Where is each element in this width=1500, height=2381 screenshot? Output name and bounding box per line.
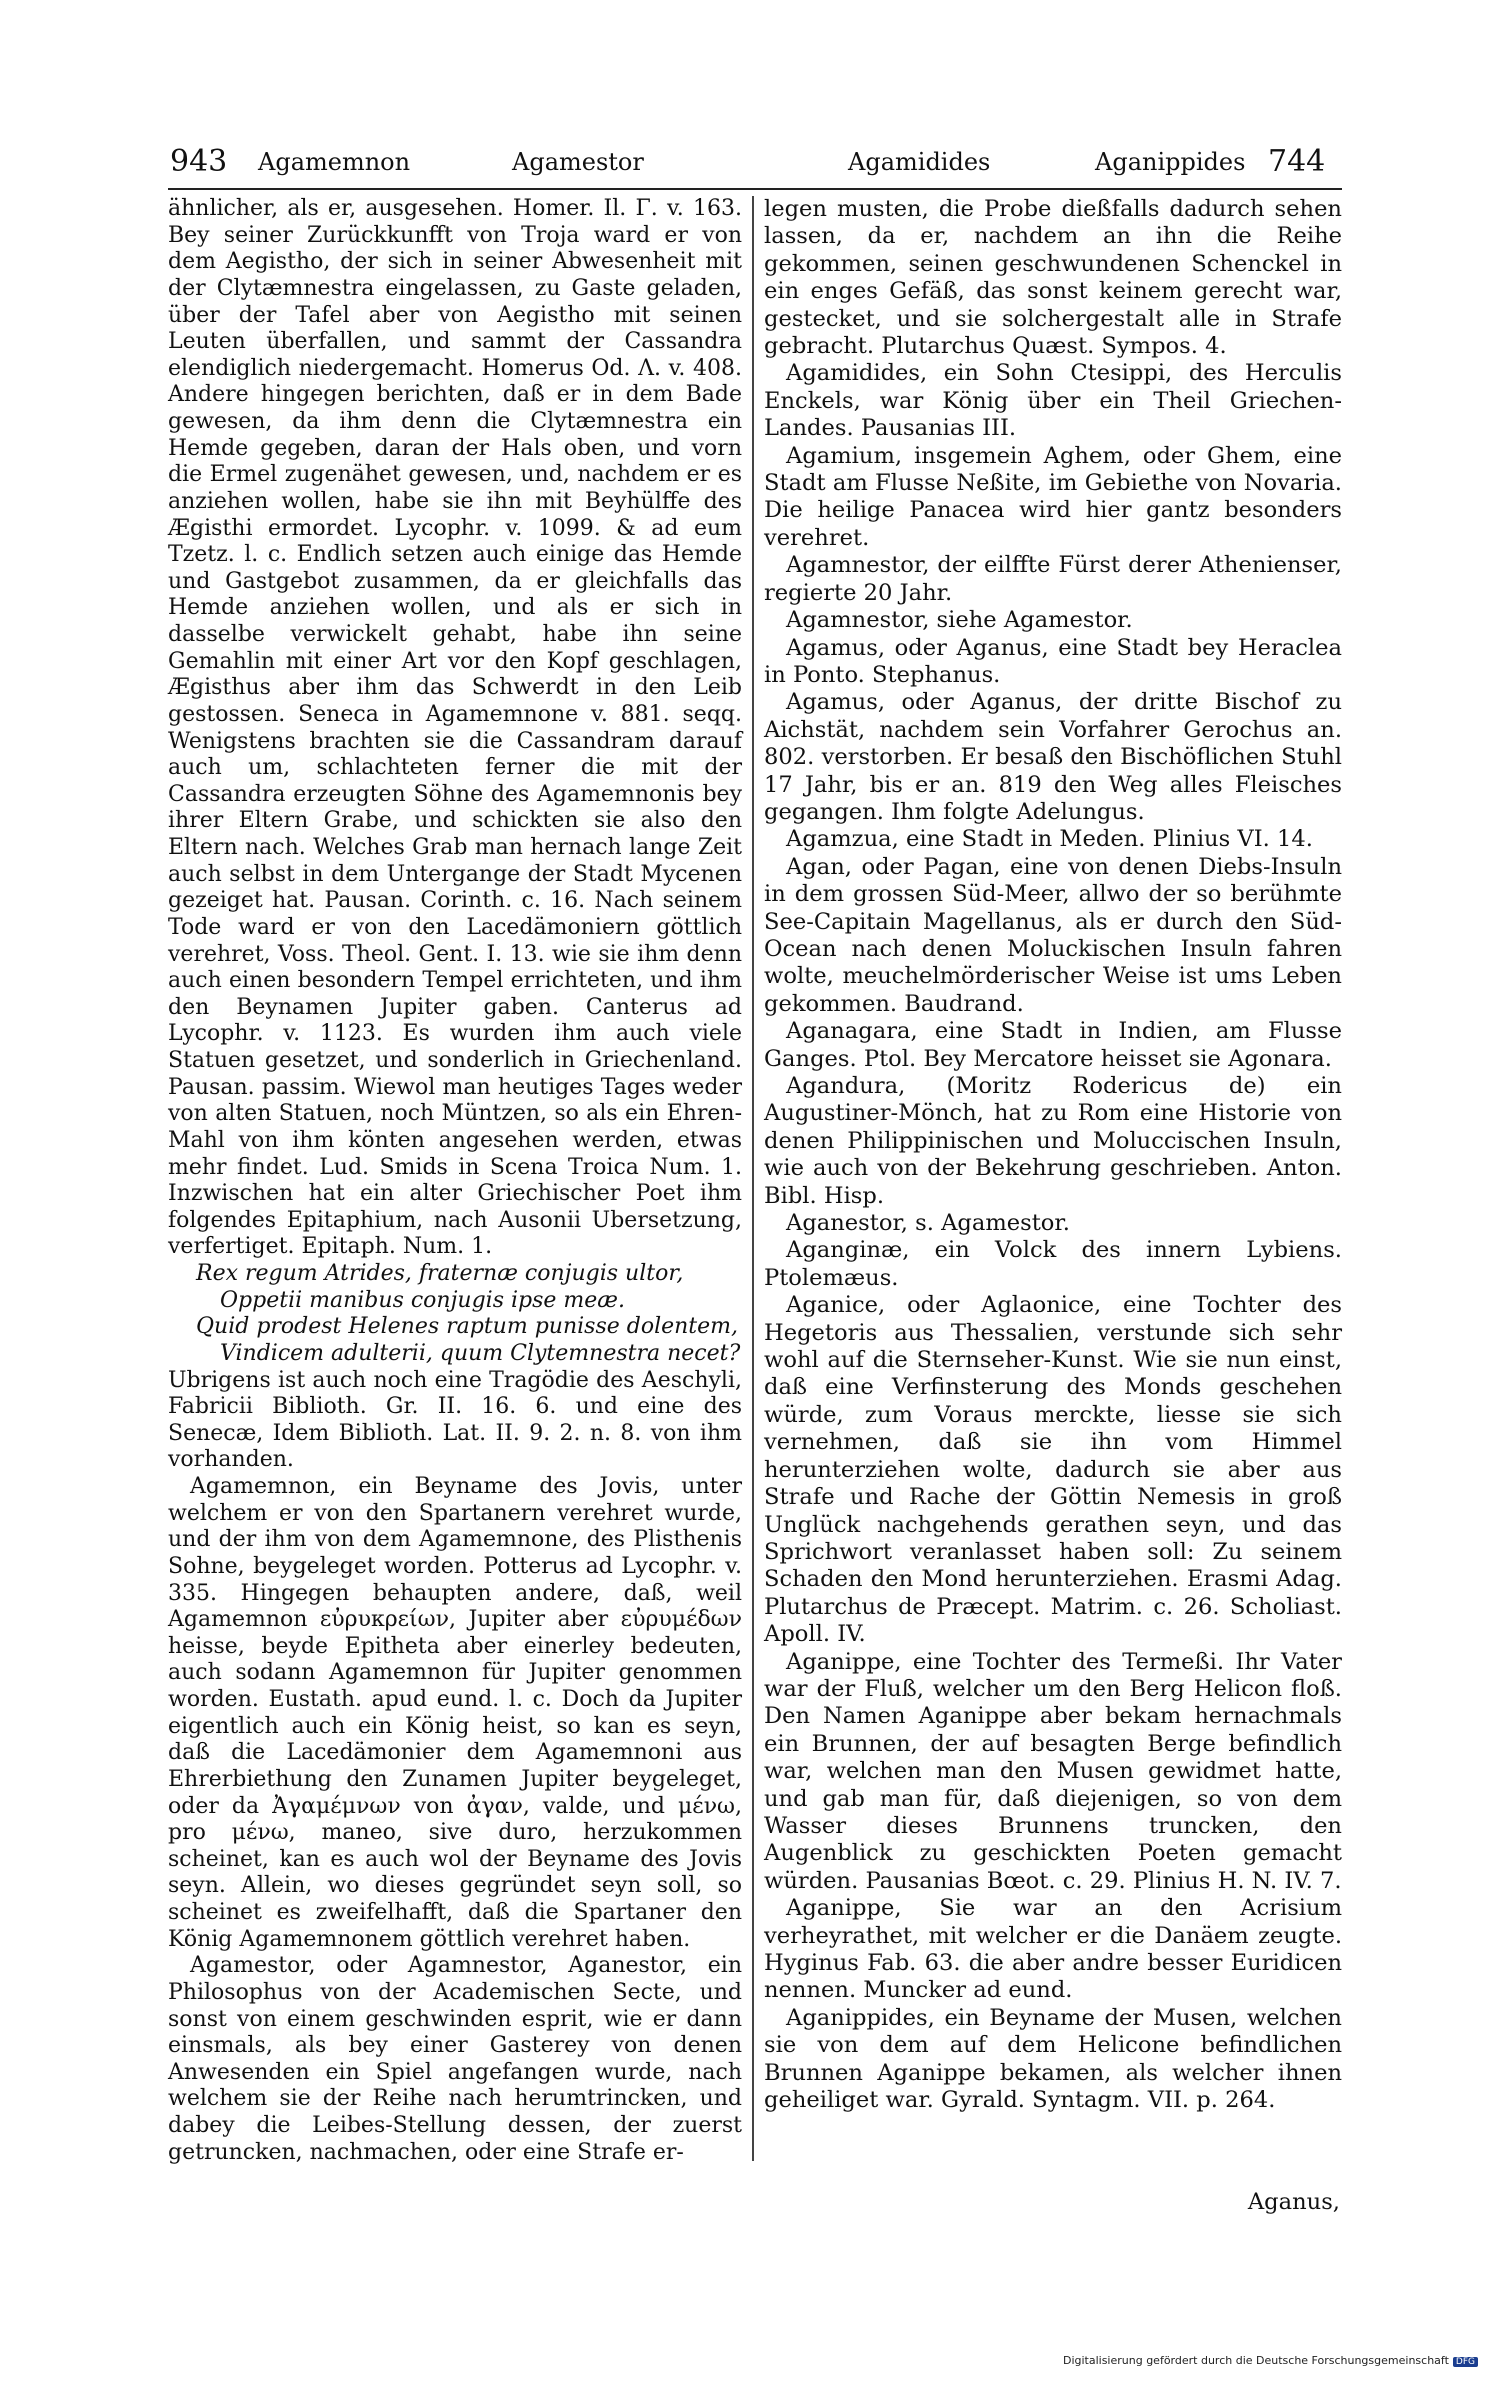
right-column-paragraph: Agamnestor, der eilffte Fürst derer Athenienser, regierte 20 Jahr. — [764, 552, 1342, 606]
right-column-paragraph: Aganippe, eine Tochter des Termeßi. Ihr Vater war der Fluß, welcher um den Berg Helicon floß. Den Namen Aganippe aber bekam hernachmals ein Brunnen, der auf besagten Berge befindlich war, welchen man den Musen gewidmet hatte, und gab man für, daß diejenigen, so von dem Wasser dieses Brunnens truncken, den Augenblick zu geschickten Poeten gemacht würden. Pausanias Bœot. c. 29. Plinius H. N. IV. 7. — [764, 1648, 1342, 1894]
right-column-paragraph: Agamnestor, siehe Agamestor. — [786, 607, 1133, 634]
left-column-paragraph: Rex regum Atrides, fraternæ conjugis ultor, — [196, 1261, 684, 1286]
right-column-paragraph: Aganginæ, ein Volck des innern Lybiens. Ptolemæus. — [764, 1237, 1342, 1291]
header-rule — [168, 188, 1342, 190]
page-number-right: 744 — [1268, 144, 1326, 179]
right-column — [764, 196, 1342, 2114]
header-word-agamidides: Agamidides — [848, 148, 991, 176]
left-column-paragraph: Agamestor, oder Agamnestor, Aganestor, ein Philosophus von der Academischen Secte, und sonst von einem geschwinden esprit, wie er dann einsmals, als bey einer Gasterey von denen Anwesenden ein Spiel angefangen wurde, nach welchem sie der Reihe nach herumtrincken, und dabey die Leibes-Stellung dessen, der zuerst getruncken, nachmachen, oder eine Strafe er- — [168, 1953, 742, 2165]
right-column-paragraph: Aganestor, s. Agamestor. — [786, 1210, 1070, 1237]
right-column-paragraph: Agamus, oder Aganus, eine Stadt bey Heraclea in Ponto. Stephanus. — [764, 634, 1342, 688]
header-word-agamemnon: Agamemnon — [258, 148, 411, 176]
right-column-paragraph: Agamus, oder Aganus, der dritte Bischof zu Aichstät, nachdem sein Vorfahrer Gerochus an. 802. verstorben. Er besaß den Bischöflichen Stuhl 17 Jahr, bis er an. 819 den Weg alles Fleisches gegangen. Ihm folgte Adelungus. — [764, 689, 1342, 825]
right-column-paragraph: Agan, oder Pagan, eine von denen Diebs-Insuln in dem grossen Süd-Meer, allwo der so berühmte See-Capitain Magellanus, als er durch den Süd-Ocean nach denen Moluckischen Insuln fahren wolte, meuchelmörderischer Weise ist ums Leben gekommen. Baudrand. — [764, 853, 1342, 1017]
left-column-paragraph: Ubrigens ist auch noch eine Tragödie des Aeschyli, Fabricii Biblioth. Gr. II. 16. 6. und eine des Senecæ, Idem Biblioth. Lat. II. 9. 2. n. 8. von ihm vorhanden. — [168, 1367, 742, 1473]
right-column-paragraph: Aganippe, Sie war an den Acrisium verheyrathet, mit welcher er die Danäem zeugte. Hyginus Fab. 63. die aber andre besser Euridicen nennen. Muncker ad eund. — [764, 1895, 1342, 2004]
right-column-paragraph: Agamzua, eine Stadt in Meden. Plinius VI. 14. — [786, 826, 1313, 853]
right-column-paragraph: Aganippides, ein Beyname der Musen, welchen sie von dem auf dem Helicone befindlichen Brunnen Aganippe bekamen, als welcher ihnen geheiliget war. Gyrald. Syntagm. VII. p. 264. — [764, 2004, 1342, 2114]
header-word-agamestor: Agamestor — [512, 148, 644, 176]
column-divider — [752, 196, 754, 2161]
left-column-paragraph: Agamemnon, ein Beyname des Jovis, unter welchem er von den Spartanern verehret wurde, und der ihm von dem Agamemnone, des Plisthenis Sohne, beygeleget worden. Potterus ad Lycophr. v. 335. Hingegen behaupten andere, daß, weil Agamemnon εὐρυκρείων, Jupiter aber εὐρυμέδων heisse, beyde Epitheta aber einerley bedeuten, auch sodann Agamemnon für Jupiter genommen worden. Eustath. apud eund. l. c. Doch da Jupiter eigentlich auch ein König heist, so kan es seyn, daß die Lacedämonier dem Agamemnoni aus Ehrerbiethung den Zunamen Jupiter beygeleget, oder da Ἀγαμέμνων von ἀγαν, valde, und μένω, pro μένω, maneo, sive duro, herzukommen scheinet, kan es auch wol der Beyname des Jovis seyn. Allein, wo dieses gegründet seyn soll, so scheinet es zweifelhafft, daß die Spartaner den König Agamemnonem göttlich verehret haben. — [168, 1474, 742, 1952]
left-column-paragraph: Quid prodest Helenes raptum punisse dolentem, — [196, 1314, 739, 1340]
digitization-footer — [1063, 2354, 1478, 2367]
header-word-aganippides: Aganippides — [1095, 148, 1246, 176]
footer-text: Digitalisierung gefördert durch die Deutsche Forschungsgemeinschaft — [1062, 2354, 1449, 2367]
right-column-paragraph: Agandura, (Moritz Rodericus de) ein Augustiner-Mönch, hat zu Rom eine Historie von denen Philippinischen und Moluccischen Insuln, wie auch von der Bekehrung geschrieben. Anton. Bibl. Hisp. — [764, 1073, 1342, 1209]
right-column-paragraph: Aganagara, eine Stadt in Indien, am Flusse Ganges. Ptol. Bey Mercatore heisset sie Agonara. — [764, 1018, 1342, 1072]
left-column — [168, 196, 742, 2166]
left-column-paragraph: Vindicem adulterii, quum Clytemnestra necet? — [220, 1340, 741, 1366]
dfg-logo: DFG — [1453, 2357, 1478, 2367]
right-column-paragraph: Aganice, oder Aglaonice, eine Tochter des Hegetoris aus Thessalien, verstunde sich sehr wohl auf die Sternseher-Kunst. Wie sie nun einst, daß eine Verfinsterung des Monds geschehen würde, zum Voraus merckte, liesse sie sich vernehmen, daß sie ihn vom Himmel herunterziehen wolte, dadurch sie aber aus Strafe und Rache der Göttin Nemesis in groß Unglück nachgehends gerathen seyn, und das Sprichwort veranlasset haben soll: Zu seinem Schaden den Mond herunterziehen. Erasmi Adag. Plutarchus de Præcept. Matrim. c. 26. Scholiast. Apoll. IV. — [764, 1292, 1342, 1648]
catchword: Aganus, — [1247, 2189, 1340, 2215]
page-number-left: 943 — [170, 144, 228, 179]
right-column-paragraph: Agamidides, ein Sohn Ctesippi, des Herculis Enckels, war König über ein Theil Griechen-Landes. Pausanias III. — [764, 360, 1342, 442]
left-column-paragraph: Oppetii manibus conjugis ipse meæ. — [220, 1287, 625, 1313]
right-column-paragraph: legen musten, die Probe dießfalls dadurch sehen lassen, da er, nachdem an ihn die Reihe gekommen, seinen geschwundenen Schenckel in ein enges Gefäß, das sonst keinem gerecht war, gestecket, und sie solchergestalt alle in Strafe gebracht. Plutarchus Quæst. Sympos. 4. — [764, 196, 1342, 360]
right-column-paragraph: Agamium, insgemein Aghem, oder Ghem, eine Stadt am Flusse Neßite, im Gebiethe von Novaria. Die heilige Panacea wird hier gantz besonders verehret. — [764, 442, 1342, 551]
left-column-paragraph: ähnlicher, als er, ausgesehen. Homer. Il. Γ. v. 163. Bey seiner Zurückkunfft von Troja ward er von dem Aegistho, der sich in seiner Abwesenheit mit der Clytæmnestra eingelassen, zu Gaste geladen, über der Tafel aber von Aegistho mit seinen Leuten überfallen, und sammt der Cassandra elendiglich niedergemacht. Homerus Od. Λ. v. 408. Andere hingegen berichten, daß er in dem Bade gewesen, da ihm denn die Clytæmnestra ein Hemde gegeben, daran der Hals oben, und vorn die Ermel zugenähet gewesen, und, nachdem er es anziehen wollen, habe sie ihn mit Beyhülffe des Ægisthi ermordet. Lycophr. v. 1099. & ad eum Tzetz. l. c. Endlich setzen auch einige das Hemde und Gastgebot zusammen, da er gleichfalls das Hemde anziehen wollen, und als er sich in dasselbe verwickelt gehabt, habe ihn seine Gemahlin mit einer Art vor den Kopf geschlagen, Ægisthus aber ihm das Schwerdt in den Leib gestossen. Seneca in Agamemnone v. 881. seqq. Wenigstens brachten sie die Cassandram darauf auch um, schlachteten ferner die mit der Cassandra erzeugten Söhne des Agamemnonis bey ihrer Eltern Grabe, und schickten sie also den Eltern nach. Welches Grab man hernach lange Zeit auch selbst in dem Untergange der Stadt Mycenen gezeiget hat. Pausan. Corinth. c. 16. Nach seinem Tode ward er von den Lacedämoniern göttlich verehret, Voss. Theol. Gent. I. 13. wie sie ihm denn auch einen besondern Tempel errichteten, und ihm den Beynamen Jupiter gaben. Canterus ad Lycophr. v. 1123. Es wurden ihm auch viele Statuen gesetzet, und sonderlich in Griechenland. Pausan. passim. Wiewol man heutiges Tages weder von alten Statuen, noch Müntzen, so als ein Ehren-Mahl von ihm könten angesehen werden, etwas mehr findet. Lud. Smids in Scena Troica Num. 1. Inzwischen hat ein alter Griechischer Poet ihm folgendes Epitaphium, nach Ausonii Ubersetzung, verfertiget. Epitaph. Num. 1. — [168, 196, 742, 1260]
